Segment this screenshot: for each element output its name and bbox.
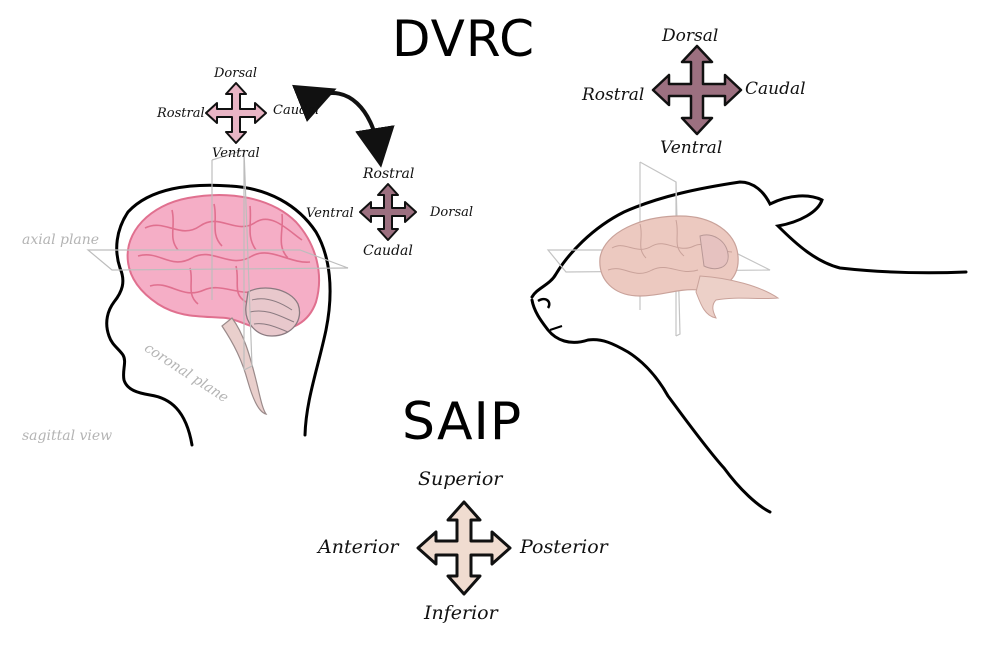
- rotated-rostral-label: Rostral: [363, 166, 415, 182]
- rotated-ventral-label: Ventral: [306, 206, 354, 221]
- inferior-label: Inferior: [424, 602, 498, 624]
- anterior-label: Anterior: [318, 536, 399, 558]
- human-brain: [128, 195, 319, 414]
- human-ventral-label: Ventral: [212, 146, 260, 161]
- compass-human-shape: [206, 83, 266, 143]
- sheep-outline: [532, 182, 966, 512]
- dvrc-title: DVRC: [392, 10, 535, 68]
- superior-label: Superior: [418, 468, 503, 490]
- rotated-caudal-label: Caudal: [363, 243, 413, 259]
- axial-plane-label: axial plane: [22, 232, 100, 248]
- compass-rotated-shape: [360, 184, 416, 240]
- human-dorsal-label: Dorsal: [214, 66, 258, 81]
- saip-title: SAIP: [402, 392, 523, 452]
- sheep-ventral-label: Ventral: [660, 138, 723, 158]
- sheep-caudal-label: Caudal: [745, 79, 806, 99]
- saip-compass-arrow: [418, 502, 510, 594]
- sheep-dorsal-label: Dorsal: [662, 26, 719, 46]
- human-compass-arrow: [206, 83, 266, 143]
- rotated-dorsal-label: Dorsal: [430, 205, 474, 220]
- compass-sheep-shape: [653, 46, 741, 134]
- human-caudal-label: Caudal: [273, 103, 320, 118]
- rotated-compass-arrow: [360, 184, 416, 240]
- sheep-brain: [600, 216, 778, 318]
- coronal-plane-label: coronal plane: [141, 340, 232, 407]
- rotation-arrow: [318, 93, 378, 148]
- sheep-compass-arrow: [653, 46, 741, 134]
- posterior-label: Posterior: [520, 536, 608, 558]
- compass-saip-shape: [418, 502, 510, 594]
- human-rostral-label: Rostral: [157, 106, 205, 121]
- sagittal-view-label: sagittal view: [22, 428, 113, 444]
- sheep-rostral-label: Rostral: [582, 85, 645, 105]
